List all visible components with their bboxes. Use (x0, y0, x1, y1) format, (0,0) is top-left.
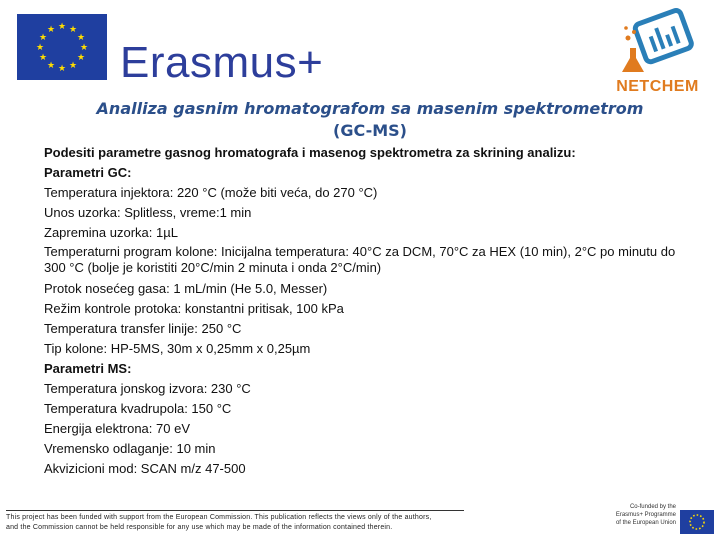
parameter-line: Temperatura transfer linije: 250 °C (44, 321, 242, 336)
slide-header (0, 0, 720, 100)
parameter-line: Akvizicioni mod: SCAN m/z 47-500 (44, 461, 246, 476)
svg-text:★: ★ (68, 61, 78, 71)
parameter-line: Temperatura jonskog izvora: 230 °C (44, 381, 251, 396)
cofunded-badge (598, 502, 716, 538)
netchem-emblem-icon (614, 8, 700, 80)
disclaimer-line: This project has been funded with support from the European Commission. This publication reflects the views only of the authors, (6, 514, 432, 521)
svg-text:★: ★ (57, 64, 67, 74)
gc-parameters-heading: Parametri GC: (44, 165, 132, 180)
parameter-line: Zapremina uzorka: 1µL (44, 225, 178, 240)
svg-text:★: ★ (57, 22, 67, 32)
slide-title (40, 98, 700, 142)
parameter-line: Režim kontrole protoka: konstantni pritisak, 100 kPa (44, 301, 344, 316)
slide-body (44, 143, 694, 479)
svg-text:★: ★ (46, 61, 56, 71)
parameter-line: Unos uzorka: Splitless, vreme:1 min (44, 205, 252, 220)
slide-title-line: Analliza gasnim hromatografom sa masenim spektrometrom (96, 99, 644, 118)
parameter-line: Tip kolone: HP-5MS, 30m x 0,25mm x 0,25µm (44, 341, 311, 356)
svg-text:★: ★ (38, 53, 48, 63)
cofunded-line: Erasmus+ Programme (615, 512, 676, 518)
netchem-wordmark: NETCHEM (616, 78, 699, 95)
parameter-line: Temperatura kvadrupola: 150 °C (44, 401, 232, 416)
eu-flag-small-icon (680, 510, 714, 534)
svg-text:★: ★ (35, 43, 45, 53)
cofunded-label (598, 503, 676, 527)
eu-flag-icon (17, 14, 107, 80)
erasmus-plus-logo: Erasmus+ (120, 38, 324, 87)
disclaimer-line: and the Commission cannot be held responsible for any use which may be made of the information contained therein. (6, 524, 393, 531)
slide-title-abbreviation: (GC-MS) (333, 121, 407, 140)
parameter-line: Temperatura injektora: 220 °C (može biti veća, do 270 °C) (44, 185, 378, 200)
netchem-logo (600, 8, 715, 100)
svg-text:★: ★ (76, 53, 86, 63)
parameter-line: Energija elektrona: 70 eV (44, 421, 190, 436)
cofunded-line: of the European Union (615, 520, 676, 526)
svg-text:★: ★ (76, 33, 86, 43)
parameter-line: Temperaturni program kolone: Inicijalna temperatura: 40°C za DCM, 70°C za HEX (10 min), 2°C po minutu do 300 °C (bolje je koristiti 20°C/min 2 minuta i onda 2°C/min) (44, 244, 676, 275)
parameter-line: Protok nosećeg gasa: 1 mL/min (He 5.0, Messer) (44, 281, 328, 296)
footer-divider (6, 510, 464, 511)
cofunded-line: Co-funded by the (629, 504, 676, 510)
parameter-line: Vremensko odlaganje: 10 min (44, 441, 216, 456)
svg-text:★: ★ (38, 33, 48, 43)
svg-text:★: ★ (46, 25, 56, 35)
svg-text:★: ★ (79, 43, 89, 53)
ms-parameters-heading: Parametri MS: (44, 361, 132, 376)
funding-disclaimer (6, 513, 476, 533)
intro-instruction: Podesiti parametre gasnog hromatografa i masenog spektrometra za skrining analizu: (44, 145, 576, 160)
svg-text:★: ★ (68, 25, 78, 35)
